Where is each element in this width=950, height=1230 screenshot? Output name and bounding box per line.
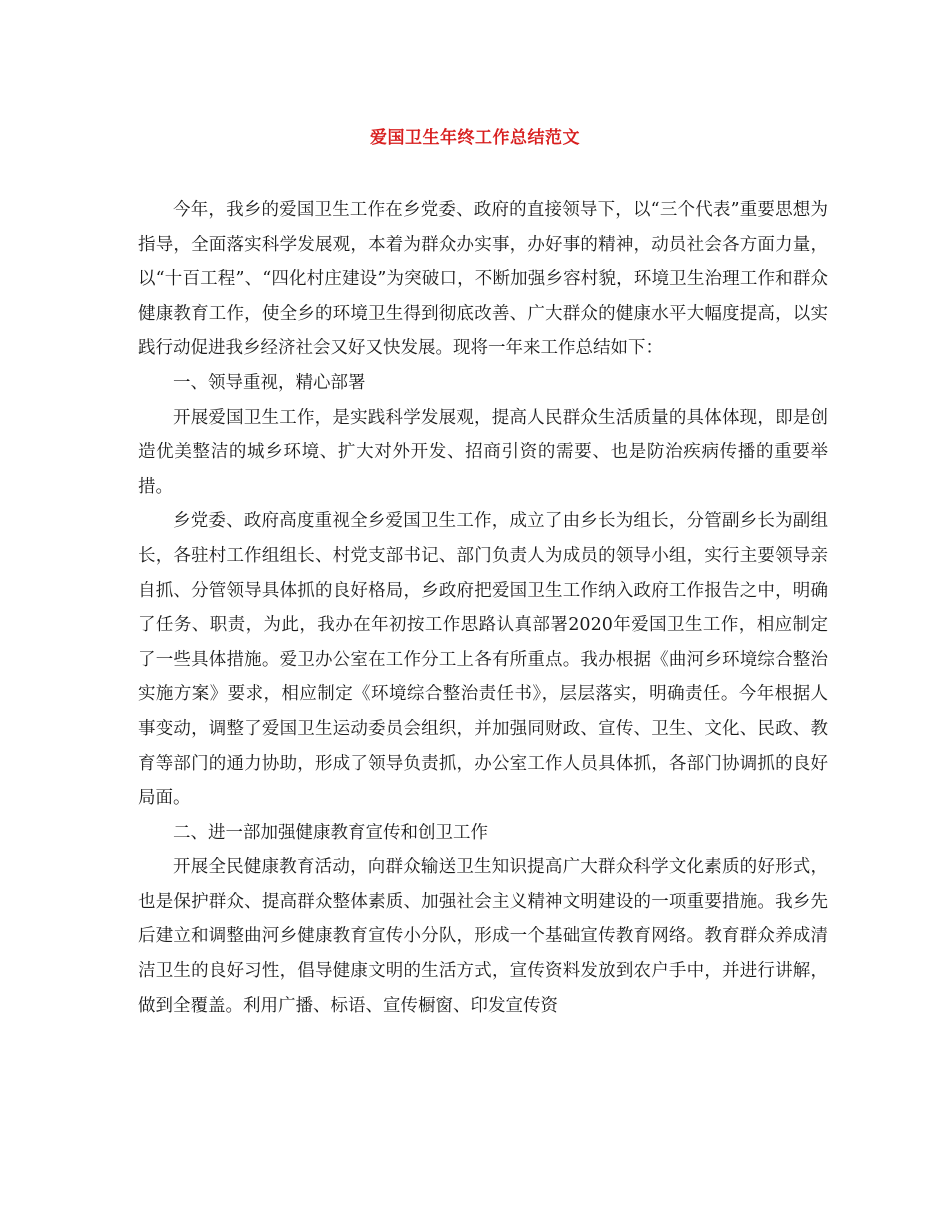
document-body: [138, 193, 828, 1023]
document-title: 爱国卫生年终工作总结范文: [370, 128, 580, 148]
section-heading-1: 一、领导重视，精心部署: [173, 372, 366, 393]
paragraph-section1-a: 开展爱国卫生工作，是实践科学发展观，提高人民群众生活质量的具体体现，即是创造优美整洁的城乡环境、扩大对外开发、招商引资的需要、也是防治疾病传播的重要举措。: [138, 407, 828, 497]
section-heading-2: 二、进一部加强健康教育宣传和创卫工作: [173, 822, 488, 843]
paragraph-section1-b: 乡党委、政府高度重视全乡爱国卫生工作，成立了由乡长为组长，分管副乡长为副组长，各驻村工作组组长、村党支部书记、部门负责人为成员的领导小组，实行主要领导亲自抓、分管领导具体抓的良好格局，乡政府把爱国卫生工作纳入政府工作报告之中，明确了任务、职责，为此，我办在年初按工作思路认真部署2020年爱国卫生工作，相应制定了一些具体措施。爱卫办公室在工作分工上各有所重点。我办根据《曲河乡环境综合整治实施方案》要求，相应制定《环境综合整治责任书》，层层落实，明确责任。今年根据人事变动，调整了爱国卫生运动委员会组织，并加强同财政、宣传、卫生、文化、民政、教育等部门的通力协助，形成了领导负责抓，办公室工作人员具体抓，各部门协调抓的良好局面。: [138, 511, 828, 809]
paragraph-section2-a: 开展全民健康教育活动，向群众输送卫生知识提高广大群众科学文化素质的好形式，也是保护群众、提高群众整体素质、加强社会主义精神文明建设的一项重要措施。我乡先后建立和调整曲河乡健康教育宣传小分队，形成一个基础宣传教育网络。教育群众养成清洁卫生的良好习性，倡导健康文明的生活方式，宣传资料发放到农户手中，并进行讲解，做到全覆盖。利用广播、标语、宣传橱窗、印发宣传资: [138, 857, 828, 1016]
paragraph-intro: 今年，我乡的爱国卫生工作在乡党委、政府的直接领导下，以“三个代表”重要思想为指导，全面落实科学发展观，本着为群众办实事，办好事的精神，动员社会各方面力量，以“十百工程”、“四化村庄建设”为突破口，不断加强乡容村貌，环境卫生治理工作和群众健康教育工作，使全乡的环境卫生得到彻底改善、广大群众的健康水平大幅度提高，以实践行动促进我乡经济社会又好又快发展。现将一年来工作总结如下：: [138, 200, 828, 359]
